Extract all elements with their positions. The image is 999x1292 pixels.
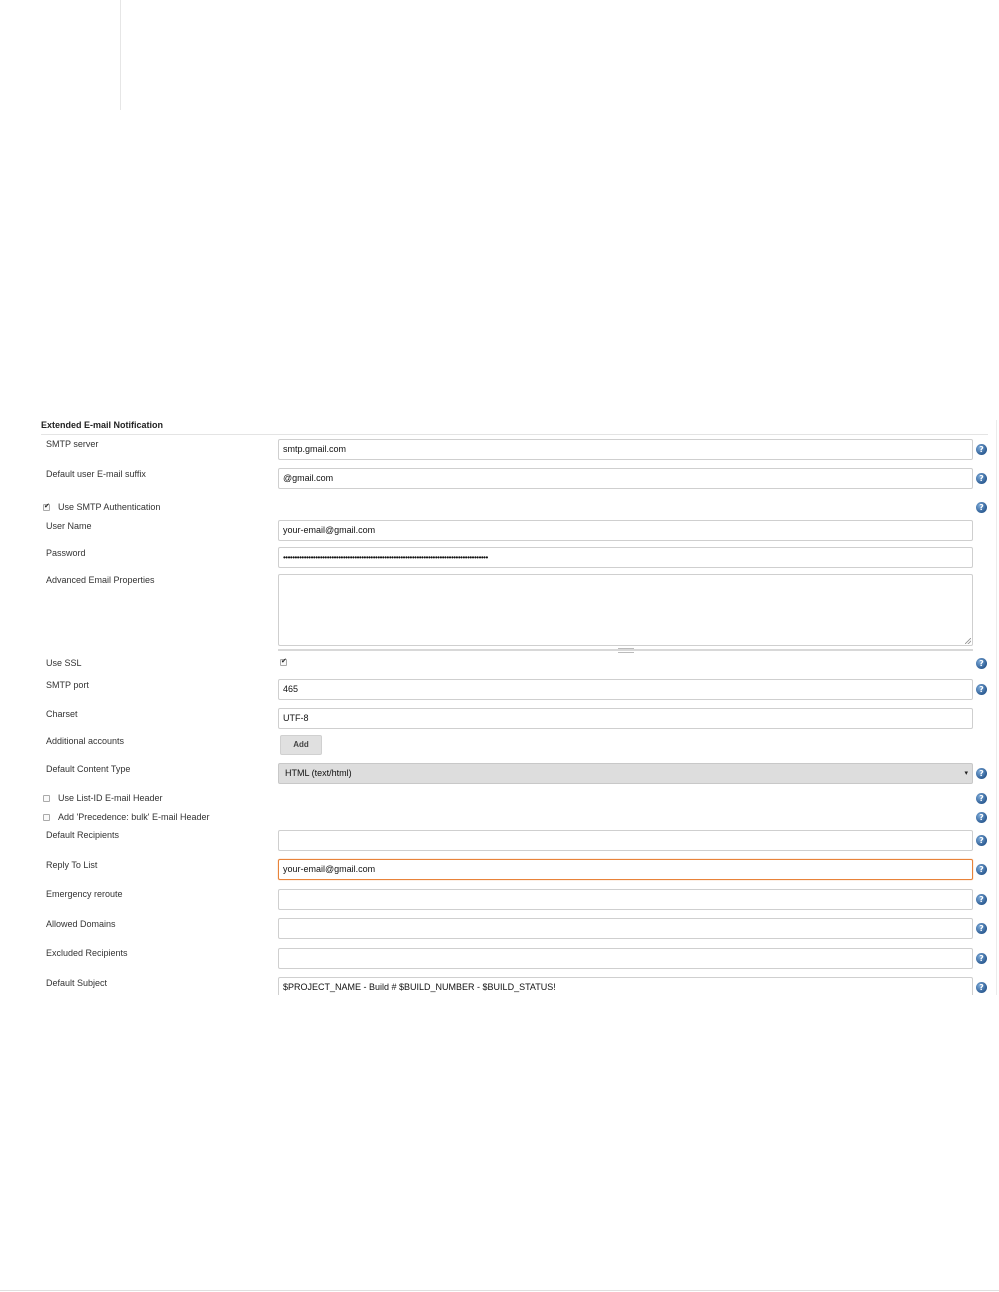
footer-divider <box>0 1290 999 1291</box>
use-ssl-help-icon[interactable]: ? <box>976 658 987 669</box>
default-content-type-select[interactable] <box>278 763 973 784</box>
additional-accounts-label: Additional accounts <box>46 736 125 746</box>
user-name-label: User Name <box>46 521 92 531</box>
password-input[interactable]: ••••••••••••••••••••••••••••••••••••••••••••••••••••••••••••••••••••••••••••••••••••••••• <box>278 547 973 568</box>
user-name-input[interactable]: your-email@gmail.com <box>278 520 973 541</box>
reply-to-list-label: Reply To List <box>46 860 98 870</box>
default-suffix-label: Default user E-mail suffix <box>46 469 146 479</box>
use-list-id-help-icon[interactable]: ? <box>976 793 987 804</box>
resize-handle-icon[interactable] <box>965 638 971 644</box>
charset-label: Charset <box>46 709 78 719</box>
reply-to-list-help-icon[interactable]: ? <box>976 864 987 875</box>
add-precedence-help-icon[interactable]: ? <box>976 812 987 823</box>
default-subject-label: Default Subject <box>46 978 108 988</box>
add-precedence-row <box>43 812 210 822</box>
default-recipients-label: Default Recipients <box>46 830 120 840</box>
smtp-server-help-icon[interactable]: ? <box>976 444 987 455</box>
smtp-port-help-icon[interactable]: ? <box>976 684 987 695</box>
chevron-down-icon: ▾ <box>964 769 968 777</box>
use-smtp-auth-help-icon[interactable]: ? <box>976 502 987 513</box>
use-list-id-label: Use List-ID E-mail Header <box>58 793 163 803</box>
excluded-recipients-label: Excluded Recipients <box>46 948 128 958</box>
use-ssl-checkbox[interactable] <box>280 659 287 666</box>
add-precedence-checkbox[interactable] <box>43 814 50 821</box>
smtp-port-label: SMTP port <box>46 680 89 690</box>
use-smtp-auth-row <box>43 502 160 512</box>
excluded-recipients-help-icon[interactable]: ? <box>976 953 987 964</box>
password-label: Password <box>46 548 86 558</box>
emergency-reroute-label: Emergency reroute <box>46 889 123 899</box>
default-suffix-input[interactable]: @gmail.com <box>278 468 973 489</box>
sidebar-divider <box>120 0 121 110</box>
default-content-type-label: Default Content Type <box>46 764 131 774</box>
smtp-server-input[interactable]: smtp.gmail.com <box>278 439 973 460</box>
section-divider <box>41 434 988 435</box>
advanced-props-label: Advanced Email Properties <box>46 575 155 585</box>
allowed-domains-label: Allowed Domains <box>46 919 116 929</box>
use-list-id-row <box>43 793 163 803</box>
use-smtp-auth-checkbox[interactable] <box>43 504 50 511</box>
add-account-button[interactable]: Add <box>280 735 322 755</box>
section-title: Extended E-mail Notification <box>41 420 164 430</box>
default-subject-help-icon[interactable]: ? <box>976 982 987 993</box>
use-ssl-label: Use SSL <box>46 658 82 668</box>
default-content-type-value: HTML (text/html) <box>285 768 352 778</box>
default-recipients-input[interactable] <box>278 830 973 851</box>
default-suffix-help-icon[interactable]: ? <box>976 473 987 484</box>
smtp-port-input[interactable]: 465 <box>278 679 973 700</box>
use-smtp-auth-label: Use SMTP Authentication <box>58 502 161 512</box>
emergency-reroute-help-icon[interactable]: ? <box>976 894 987 905</box>
use-list-id-checkbox[interactable] <box>43 795 50 802</box>
grip-icon[interactable] <box>618 648 634 653</box>
scroll-edge-divider <box>996 420 997 995</box>
add-precedence-label: Add 'Precedence: bulk' E-mail Header <box>58 812 210 822</box>
extended-email-section <box>0 414 999 995</box>
default-subject-input[interactable]: $PROJECT_NAME - Build # $BUILD_NUMBER - $BUILD_STATUS! <box>278 977 973 995</box>
default-recipients-help-icon[interactable]: ? <box>976 835 987 846</box>
allowed-domains-input[interactable] <box>278 918 973 939</box>
default-content-type-help-icon[interactable]: ? <box>976 768 987 779</box>
emergency-reroute-input[interactable] <box>278 889 973 910</box>
allowed-domains-help-icon[interactable]: ? <box>976 923 987 934</box>
charset-input[interactable]: UTF-8 <box>278 708 973 729</box>
smtp-server-label: SMTP server <box>46 439 99 449</box>
advanced-props-textarea[interactable] <box>278 574 973 646</box>
reply-to-list-input[interactable]: your-email@gmail.com <box>278 859 973 880</box>
excluded-recipients-input[interactable] <box>278 948 973 969</box>
